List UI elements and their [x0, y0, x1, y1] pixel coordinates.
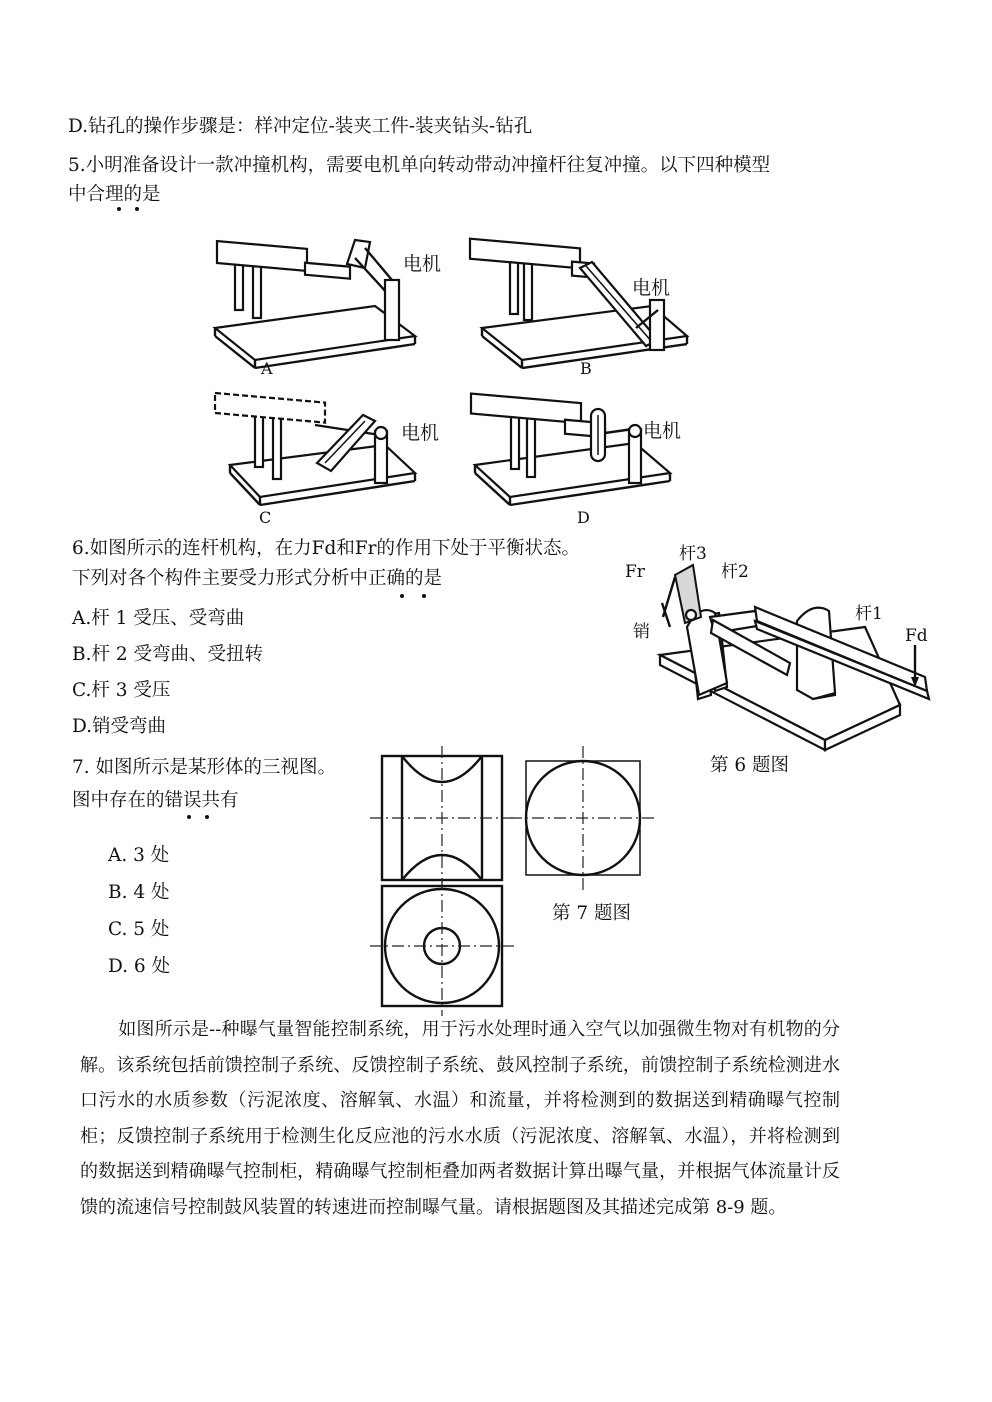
question-7-option-c: C. 5 处	[108, 919, 170, 940]
motor-label: 电机	[632, 277, 671, 299]
label-rod2: 杆2	[721, 562, 749, 582]
emphasis-dot	[187, 815, 191, 819]
q5-figure-c	[215, 385, 455, 530]
q5-figure-a	[205, 228, 445, 378]
question-7-stem-line1: 7. 如图所示是某形体的三视图。	[72, 757, 337, 778]
figure-label-d: D	[577, 508, 590, 527]
emphasis-dot	[205, 815, 209, 819]
q6-linkage-figure	[615, 545, 950, 760]
question-5-stem-line1: 5.小明准备设计一款冲撞机构，需要电机单向转动带动冲撞杆往复冲撞。以下四种模型	[68, 155, 771, 176]
motor-label: 电机	[403, 253, 442, 275]
question-6-option-c: C.杆 3 受压	[72, 680, 171, 701]
emphasis-dot	[400, 594, 404, 598]
question-6-stem-line2: 下列对各个构件主要受力形式分析中正确的是	[72, 568, 443, 589]
question-6-option-d: D.销受弯曲	[72, 716, 167, 737]
question-7-option-a: A. 3 处	[108, 845, 170, 866]
emphasis-dot	[117, 207, 121, 211]
question-6-option-b: B.杆 2 受弯曲、受扭转	[72, 644, 264, 665]
label-pin: 销	[633, 622, 650, 642]
label-fd: Fd	[905, 626, 928, 646]
question-7-stem-line2: 图中存在的错误共有	[72, 790, 239, 811]
motor-label: 电机	[401, 422, 440, 444]
figure-label-b: B	[580, 359, 592, 378]
label-rod3: 杆3	[679, 544, 707, 564]
emphasis-dot	[135, 207, 139, 211]
question-7-option-b: B. 4 处	[108, 882, 170, 903]
passage-text: 如图所示是--种曝气量智能控制系统，用于污水处理时通入空气以加强微生物对有机物的分解。该系统包括前馈控制子系统、反馈控制子系统、鼓风控制子系统，前馈控制子系统检测进水口污水的水质参数（污泥浓度、溶解氧、水温）和流量，并将检测到的数据送到精确曝气控制柜；反馈控制子系统用于检测生化反应池的污水水质（污泥浓度、溶解氧、水温），并将检测到的数据送到精确曝气控制柜，精确曝气控制柜叠加两者数据计算出曝气量，并根据气体流量计反馈的流速信号控制鼓风装置的转速进而控制曝气量。请根据题图及其描述完成第 8-9 题。	[80, 1019, 840, 1218]
figure-label-a: A	[261, 359, 273, 378]
q5-figure-d	[465, 385, 710, 530]
q7-three-view-figure	[360, 738, 660, 1018]
figure-label-c: C	[259, 508, 272, 527]
question-6-option-a: A.杆 1 受压、受弯曲	[72, 608, 245, 629]
previous-option-d: D.钻孔的操作步骤是：样冲定位-装夹工件-装夹钻头-钻孔	[68, 116, 533, 137]
label-rod1: 杆1	[855, 604, 883, 624]
question-5-stem-line2: 中合理的是	[68, 184, 161, 205]
q5-figure-b	[462, 228, 702, 378]
motor-label: 电机	[643, 420, 682, 442]
question-6-stem-line1: 6.如图所示的连杆机构，在力Fd和Fr的作用下处于平衡状态。	[72, 538, 581, 559]
question-7-caption: 第 7 题图	[552, 903, 632, 924]
label-fr: Fr	[625, 562, 645, 582]
question-7-option-d: D. 6 处	[108, 956, 171, 977]
passage-paragraph	[80, 1012, 840, 1225]
question-6-caption: 第 6 题图	[710, 755, 790, 776]
emphasis-dot	[422, 594, 426, 598]
